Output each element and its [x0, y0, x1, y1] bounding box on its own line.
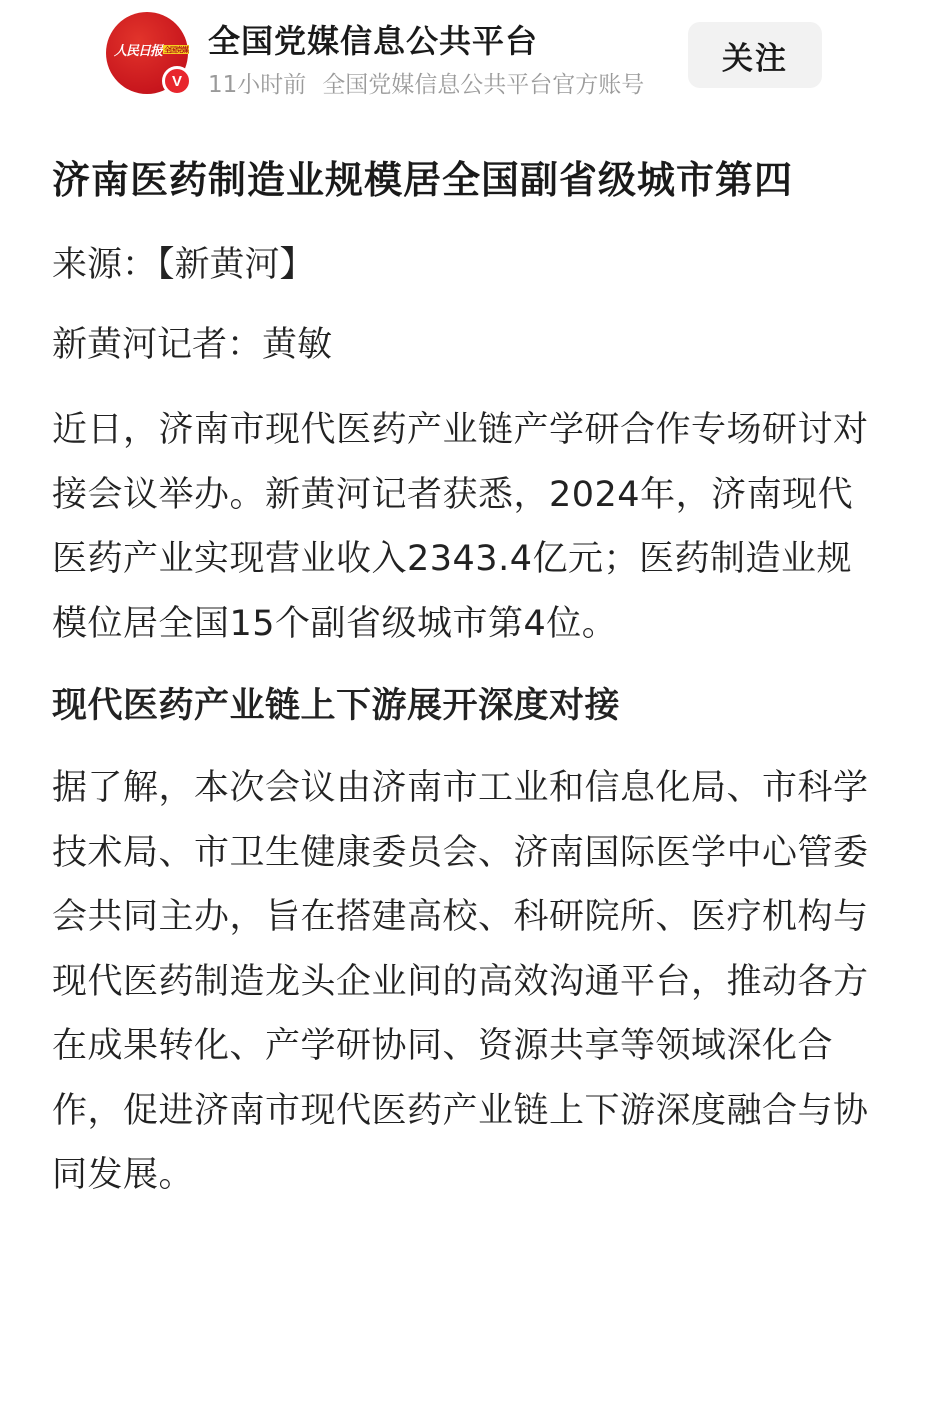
- article-title: 济南医药制造业规模居全国副省级城市第四: [52, 158, 794, 202]
- account-name[interactable]: 全国党媒信息公共平台: [208, 22, 539, 60]
- avatar-logo-text: 人民日报: [114, 44, 163, 59]
- account-description: 全国党媒信息公共平台官方账号: [322, 72, 645, 98]
- account-meta: [208, 66, 644, 99]
- article-paragraph: 据了解，本次会议由济南市工业和信息化局、市科学技术局、市卫生健康委员会、济南国际医学中心管委会共同主办，旨在搭建高校、科研院所、医疗机构与现代医药制造龙头企业间的高效沟通平台，推动各方在成果转化、产学研协同、资源共享等领域深化合作，促进济南市现代医药产业链上下游深度融合与协同发展。: [52, 768, 869, 1195]
- account-header: [52, 0, 874, 108]
- avatar[interactable]: [106, 12, 188, 94]
- article-paragraph: 近日，济南市现代医药产业链产学研合作专场研讨对接会议举办。新黄河记者获悉，2024年，济南现代医药产业实现营业收入2343.4亿元；医药制造业规模位居全国15个副省级城市第4位。: [52, 410, 869, 644]
- article-source: 来源：【新黄河】: [52, 245, 315, 285]
- section-heading: 现代医药产业链上下游展开深度对接: [52, 686, 621, 726]
- verified-badge-icon: V: [162, 66, 192, 96]
- avatar-logo: [114, 40, 189, 59]
- article-reporter: 新黄河记者：黄敏: [52, 325, 333, 365]
- post-time: 11小时前: [208, 72, 307, 98]
- avatar-logo-sub: 全国党媒: [164, 45, 189, 54]
- follow-button[interactable]: 关注: [688, 22, 822, 88]
